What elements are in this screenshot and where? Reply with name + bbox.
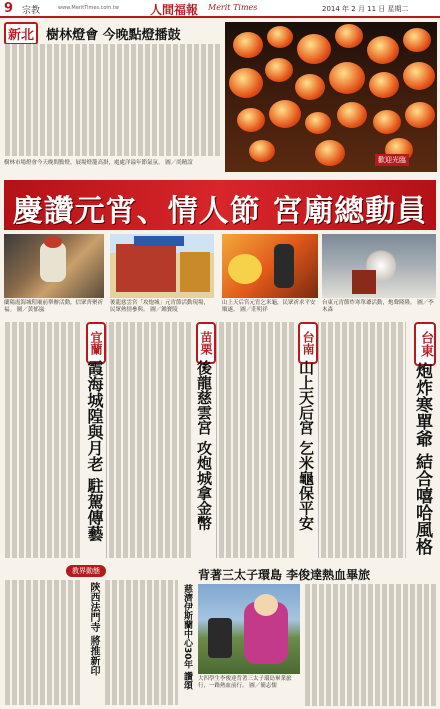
tainan-photo: [222, 234, 318, 298]
taitung-photo-caption: [322, 300, 436, 313]
santaizi-photo: [198, 584, 300, 674]
yilan-region-tag: 宜蘭: [86, 322, 106, 364]
yilan-photo-caption: [4, 300, 104, 313]
tainan-headline: 山上天后宮 乞米龜保平安: [297, 360, 315, 531]
brief-label-text: 教界動態: [72, 567, 100, 575]
brief-one-body: [104, 580, 178, 705]
miaoli-body: [108, 322, 192, 558]
section-label: 宗教: [22, 6, 41, 16]
miaoli-photo-caption: [110, 300, 214, 313]
newspaper-logo: 人間福報: [150, 3, 199, 17]
caption-credit: 圖／李木森: [322, 300, 434, 313]
top-story-body: [4, 44, 220, 156]
column-divider: [318, 322, 319, 558]
caption-credit: 圖／黃郁嵐: [16, 306, 45, 313]
miaoli-region-tag: 苗栗: [196, 322, 216, 364]
news-brief-body: [4, 580, 82, 705]
yilan-body: [4, 322, 82, 558]
caption-text: 後龍慈雲宮「攻炮城」元宵節活動現場，民眾熱情參與。: [110, 300, 210, 313]
caption-text: 蘭陽霞海城隍廟前舉辦活動，信眾齊聚祈福。: [4, 300, 104, 313]
lantern-sign: 歡迎光臨: [375, 154, 409, 166]
column-divider: [216, 322, 217, 558]
top-story-header: [4, 22, 204, 42]
tainan-region-tag: 台南: [298, 322, 318, 364]
page-number: 9: [4, 1, 14, 16]
yilan-headline: 霞海城隍與月老 駐駕傳藝: [85, 360, 104, 542]
brief-two-headline: 慈濟伊斯蘭中心30年 讚頌: [182, 584, 192, 690]
region-tag: 新北: [4, 22, 38, 45]
miaoli-photo: [110, 234, 214, 298]
caption-text: 樹林市場燈會今天晚間點燈，展場燈籠高掛，處處洋溢年節氣氛。: [4, 160, 164, 166]
tainan-photo-caption: [222, 300, 318, 313]
taitung-headline: 炮炸寒單爺 結合嘻哈風格: [412, 362, 432, 555]
banner-headline: 慶讚元宵、情人節 宮廟總動員: [12, 194, 428, 229]
caption-credit: 圖／鍾寶陵: [150, 306, 178, 313]
taitung-body: [320, 322, 406, 558]
column-divider: [106, 322, 107, 558]
tainan-body: [218, 322, 294, 558]
caption-text: 山上天后宮元宵乞米龜，民眾祈求平安順遂。: [222, 300, 316, 313]
caption-text: 大四學生李俊達背著三太子環島畢業旅行，一路熱血前行。: [198, 676, 292, 689]
taitung-photo: [322, 234, 436, 298]
newspaper-logo-en: Merit Times: [208, 3, 258, 12]
bottom-story-body: [304, 584, 436, 706]
news-brief-label: [66, 565, 106, 577]
miaoli-headline: 後龍慈雲宮 攻炮城拿金幣: [195, 360, 213, 531]
lantern-photo: [225, 22, 437, 172]
masthead-url: www.MeritTimes.com.tw: [58, 5, 119, 11]
bottom-photo-caption: [198, 676, 300, 689]
yilan-photo: [4, 234, 104, 298]
caption-credit: 圖／簡志儒: [249, 682, 277, 689]
top-photo-caption: [4, 160, 220, 167]
brief-one-headline: 陝西法門寺 將推新印: [88, 582, 99, 676]
main-banner: [4, 180, 436, 230]
caption-credit: 圖／莊明祥: [240, 306, 268, 313]
top-story-headline: 樹林燈會 今晚點燈播鼓: [46, 28, 181, 43]
taitung-region-tag: 台東: [414, 322, 436, 366]
issue-date: 2014 年 2 月 11 日 星期二: [322, 5, 409, 13]
caption-text: 台東元宵節炸寒單爺活動，炮聲隆隆。: [322, 300, 416, 306]
caption-credit: 圖／尚精誼: [165, 160, 193, 166]
bottom-story-headline: 背著三太子環島 李俊達熱血畢旅: [198, 568, 371, 582]
